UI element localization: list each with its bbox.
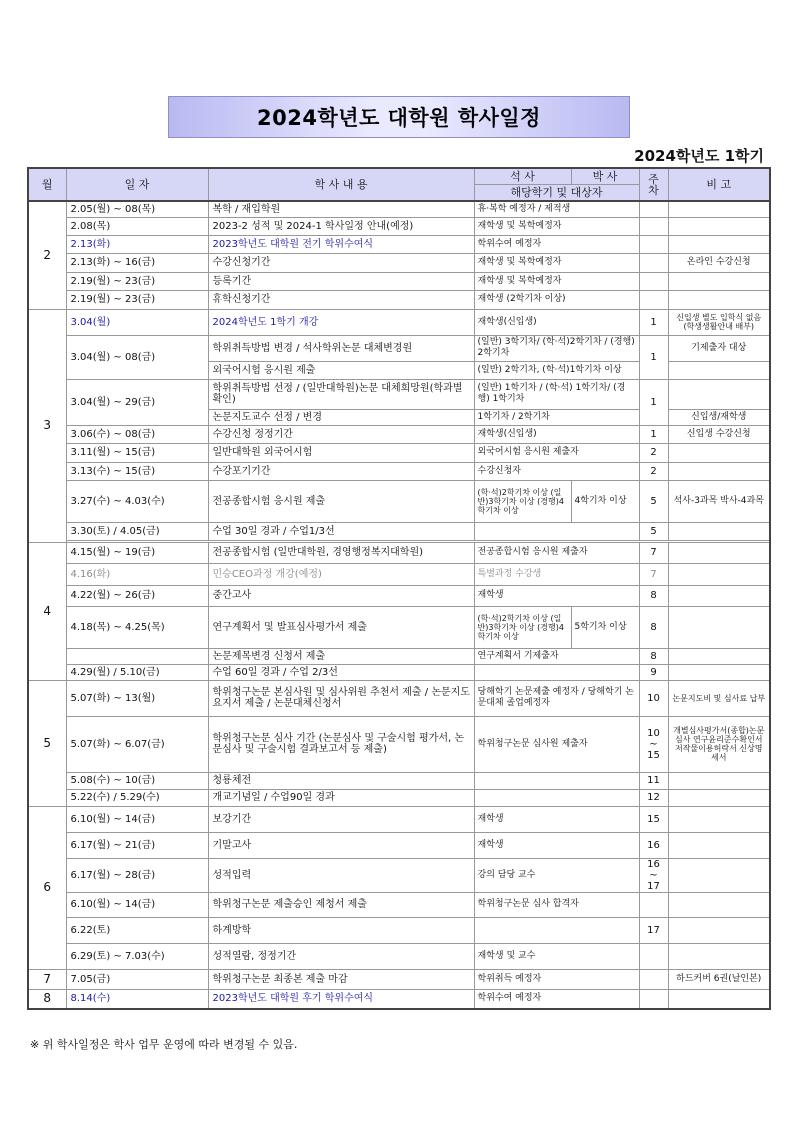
date-cell: 4.16(화) [66,563,208,585]
date-cell: 2.19(월) ~ 23(금) [66,272,208,290]
week-cell: 5 [639,522,668,540]
content-cell: 수강신청 정정기간 [208,425,474,443]
note-cell: 하드커버 6권(날인본) [668,969,770,989]
content-cell: 휴학신청기간 [208,290,474,309]
note-cell [668,892,770,917]
target-cell: 학위수여 예정자 [474,989,639,1009]
week-cell: 7 [639,563,668,585]
target-cell: (일반) 1학기차 / (학·석) 1학기차/ (경행) 1학기차 [474,379,639,409]
content-cell: 2023-2 성적 및 2024-1 학사일정 안내(예정) [208,217,474,235]
date-cell: 3.04(월) [66,309,208,335]
content-cell: 2024학년도 1학기 개강 [208,309,474,335]
content-cell: 복학 / 재입학원 [208,201,474,217]
date-cell: 5.22(수) / 5.29(수) [66,789,208,806]
note-cell [668,664,770,680]
target-cell: 재학생 및 복학예정자 [474,253,639,272]
header-week: 주 차 [639,168,668,201]
note-cell: 신입생/재학생 [668,409,770,425]
month-cell: 5 [28,680,66,806]
target-cell: 학위취득 예정자 [474,969,639,989]
note-cell [668,832,770,858]
week-cell [639,235,668,253]
footnote: ※ 위 학사일정은 학사 업무 운영에 따라 변경될 수 있음. [30,1038,298,1051]
content-cell: 성적열람, 정정기간 [208,943,474,969]
target-cell [474,789,639,806]
target-cell: 외국어시험 응시원 제출자 [474,443,639,462]
note-cell [668,585,770,606]
week-cell [639,892,668,917]
week-cell [639,217,668,235]
date-cell: 4.18(목) ~ 4.25(목) [66,606,208,648]
note-cell: 온라인 수강신청 [668,253,770,272]
note-cell: 논문지도비 및 심사료 납부 [668,680,770,716]
week-cell [639,272,668,290]
week-cell: 7 [639,542,668,563]
week-cell: 9 [639,664,668,680]
week-cell: 8 [639,606,668,648]
week-cell [639,989,668,1009]
month-cell: 4 [28,542,66,680]
content-cell: 전공종합시험 응시원 제출 [208,480,474,522]
target-cell: 학위청구논문 심사 합격자 [474,892,639,917]
target-cell: 재학생 및 복학예정자 [474,217,639,235]
header-target: 해당학기 및 대상자 [474,184,639,201]
date-cell: 2.13(화) [66,235,208,253]
note-cell [668,989,770,1009]
date-cell: 6.10(월) ~ 14(금) [66,892,208,917]
content-cell: 전공종합시험 (일반대학원, 경영행정복지대학원) [208,542,474,563]
target-cell: 재학생 및 교수 [474,943,639,969]
target-cell: 특별과정 수강생 [474,563,639,585]
note-cell [668,272,770,290]
target-cell: 휴·복학 예정자 / 제적생 [474,201,639,217]
target-cell: 당해학기 논문제출 예정자 / 당해학기 논문대체 졸업예정자 [474,680,639,716]
note-cell [668,290,770,309]
target-cell: 재학생 및 복학예정자 [474,272,639,290]
date-cell: 2.08(목) [66,217,208,235]
target-cell: 재학생(신입생) [474,425,639,443]
target-cell: 수강신청자 [474,462,639,480]
content-cell: 외국어시험 응시원 제출 [208,361,474,379]
header-date: 일 자 [66,168,208,201]
note-cell: 신입생 수강신청 [668,425,770,443]
target-cell [474,664,639,680]
note-cell: 석사-3과목 박사-4과목 [668,480,770,522]
date-cell: 5.08(수) ~ 10(금) [66,772,208,789]
date-cell: 6.10(월) ~ 14(금) [66,806,208,832]
content-cell: 학위청구논문 제출승인 제청서 제출 [208,892,474,917]
content-cell: 기말고사 [208,832,474,858]
note-cell [668,379,770,409]
content-cell: 논문제목변경 신청서 제출 [208,648,474,664]
content-cell: 중간고사 [208,585,474,606]
note-cell [668,648,770,664]
target-cell: 재학생 [474,832,639,858]
title-banner [168,96,630,138]
week-cell [639,253,668,272]
schedule-table [27,167,771,1010]
week-cell [639,943,668,969]
week-cell: 1 [639,379,668,425]
target-cell: (일반) 3학기차/ (학·석)2학기차 / (경행) 2학기차 [474,335,639,361]
content-cell: 논문지도교수 선정 / 변경 [208,409,474,425]
date-cell: 5.07(화) ~ 6.07(금) [66,716,208,772]
content-cell: 학위청구논문 최종본 제출 마감 [208,969,474,989]
target-cell [474,772,639,789]
content-cell: 하계방학 [208,917,474,943]
note-cell [668,943,770,969]
page-title: 2024학년도 대학원 학사일정 [257,106,541,130]
note-cell [668,917,770,943]
content-cell: 수강신청기간 [208,253,474,272]
week-cell: 1 [639,335,668,379]
content-cell: 학위청구논문 심사 기간 (논문심사 및 구술시험 평가서, 논문심사 및 구술시험 결과보고서 등 제출) [208,716,474,772]
target-cell: 재학생(신입생) [474,309,639,335]
target-master-cell: (학·석)2학기차 이상 (일반)3학기차 이상 (경행)4학기차 이상 [474,480,571,522]
note-cell [668,443,770,462]
date-cell: 4.15(월) ~ 19(금) [66,542,208,563]
content-cell: 민승CEO과정 개강(예정) [208,563,474,585]
week-cell: 2 [639,443,668,462]
date-cell: 3.04(월) ~ 08(금) [66,335,208,379]
date-cell: 3.13(수) ~ 15(금) [66,462,208,480]
week-cell: 1 [639,425,668,443]
target-cell: 1학기차 / 2학기차 [474,409,639,425]
date-cell [66,648,208,664]
content-cell: 청룡체전 [208,772,474,789]
target-master-cell: (학·석)2학기차 이상 (일반)3학기차 이상 (경행)4학기차 이상 [474,606,571,648]
content-cell: 등록기간 [208,272,474,290]
content-cell: 개교기념일 / 수업90일 경과 [208,789,474,806]
note-cell [668,522,770,540]
month-cell: 8 [28,989,66,1009]
note-cell [668,772,770,789]
date-cell: 2.19(월) ~ 23(금) [66,290,208,309]
header-master: 석 사 [474,168,571,184]
target-cell: 연구계획서 기제출자 [474,648,639,664]
week-cell [639,201,668,217]
date-cell: 5.07(화) ~ 13(월) [66,680,208,716]
header-doctor: 박 사 [571,168,639,184]
date-cell: 3.30(토) / 4.05(금) [66,522,208,540]
note-cell [668,563,770,585]
date-cell: 2.13(화) ~ 16(금) [66,253,208,272]
note-cell [668,462,770,480]
target-cell: 재학생 [474,806,639,832]
content-cell: 학위취득방법 선정 / (일반대학원)논문 대체희망원(학과별 확인) [208,379,474,409]
note-cell: 개별심사평가서(종합)논문심사 연구윤리준수확인서 저작물이용허락서 신상명세서 [668,716,770,772]
target-cell: 학위수여 예정자 [474,235,639,253]
month-cell: 3 [28,309,66,542]
semester-label: 2024학년도 1학기 [634,147,764,165]
note-cell: 기제출자 대상 [668,335,770,361]
content-cell: 수업 30일 경과 / 수업1/3선 [208,522,474,540]
week-cell [639,969,668,989]
week-cell: 11 [639,772,668,789]
week-cell: 8 [639,585,668,606]
target-cell: 학위청구논문 심사원 제출자 [474,716,639,772]
date-cell: 8.14(수) [66,989,208,1009]
content-cell: 학위청구논문 본심사원 및 심사위원 추천서 제출 / 논문지도 요지서 제출 / 논문대체신청서 [208,680,474,716]
target-cell [474,917,639,943]
date-cell: 3.11(월) ~ 15(금) [66,443,208,462]
note-cell [668,789,770,806]
note-cell [668,542,770,563]
date-cell: 3.27(수) ~ 4.03(수) [66,480,208,522]
week-cell: 16 ~ 17 [639,858,668,892]
target-doctor-cell: 4학기차 이상 [571,480,639,522]
month-cell: 6 [28,806,66,969]
week-cell: 17 [639,917,668,943]
date-cell: 6.17(월) ~ 21(금) [66,832,208,858]
note-cell [668,806,770,832]
content-cell: 수강포기기간 [208,462,474,480]
month-cell: 2 [28,201,66,309]
content-cell: 보강기간 [208,806,474,832]
date-cell: 6.17(월) ~ 28(금) [66,858,208,892]
note-cell [668,217,770,235]
header-note: 비 고 [668,168,770,201]
date-cell: 6.29(토) ~ 7.03(수) [66,943,208,969]
note-cell [668,361,770,379]
content-cell: 성적입력 [208,858,474,892]
content-cell: 연구계획서 및 발표심사평가서 제출 [208,606,474,648]
date-cell: 7.05(금) [66,969,208,989]
week-cell: 5 [639,480,668,522]
header-month: 월 [28,168,66,201]
content-cell: 학위취득방법 변경 / 석사학위논문 대체변경원 [208,335,474,361]
date-cell: 4.29(월) / 5.10(금) [66,664,208,680]
week-cell: 10 ~ 15 [639,716,668,772]
target-doctor-cell: 5학기차 이상 [571,606,639,648]
date-cell: 3.06(수) ~ 08(금) [66,425,208,443]
content-cell: 일반대학원 외국어시험 [208,443,474,462]
note-cell [668,606,770,648]
week-cell: 1 [639,309,668,335]
target-cell [474,522,639,540]
content-cell: 2023학년도 대학원 후기 학위수여식 [208,989,474,1009]
week-cell: 15 [639,806,668,832]
week-cell [639,290,668,309]
week-cell: 16 [639,832,668,858]
week-cell: 8 [639,648,668,664]
content-cell: 수업 60일 경과 / 수업 2/3선 [208,664,474,680]
target-cell: 재학생 (2학기차 이상) [474,290,639,309]
header-content: 학 사 내 용 [208,168,474,201]
date-cell: 6.22(토) [66,917,208,943]
content-cell: 2023학년도 대학원 전기 학위수여식 [208,235,474,253]
week-cell: 2 [639,462,668,480]
date-cell: 3.04(월) ~ 29(금) [66,379,208,425]
target-cell: 전공종합시험 응시원 제출자 [474,542,639,563]
note-cell [668,858,770,892]
note-cell: 신입생 별도 입학식 없음 (학생생활안내 배부) [668,309,770,335]
date-cell: 2.05(월) ~ 08(목) [66,201,208,217]
note-cell [668,235,770,253]
note-cell [668,201,770,217]
week-cell: 10 [639,680,668,716]
week-cell: 12 [639,789,668,806]
target-cell: (일반) 2학기차, (학·석)1학기차 이상 [474,361,639,379]
month-cell: 7 [28,969,66,989]
target-cell: 강의 담당 교수 [474,858,639,892]
date-cell: 4.22(월) ~ 26(금) [66,585,208,606]
target-cell: 재학생 [474,585,639,606]
